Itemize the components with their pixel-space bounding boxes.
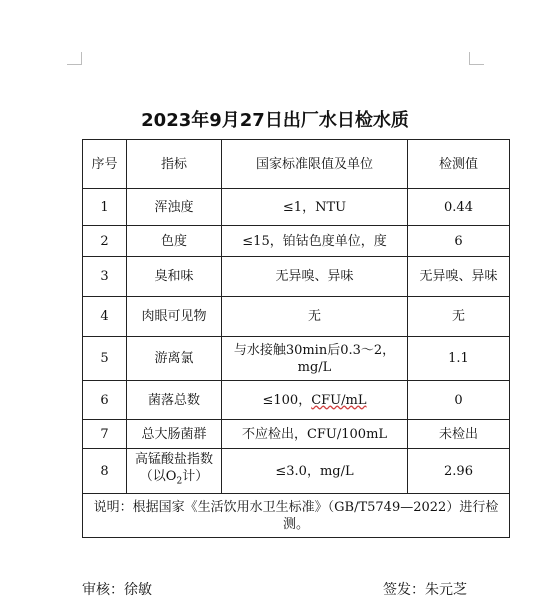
- crop-mark-left: [67, 52, 82, 65]
- table-row: [83, 449, 510, 494]
- cell-no: 3: [83, 257, 127, 297]
- cell-value: 2.96: [408, 449, 510, 494]
- cell-no: 5: [83, 337, 127, 381]
- crop-mark-right: [469, 52, 484, 65]
- limit-unit: CFU/mL: [311, 392, 367, 408]
- cell-limit: 无异嗅、异味: [222, 257, 408, 297]
- cell-no: 8: [83, 449, 127, 494]
- cell-limit: [222, 337, 408, 381]
- table-row: [83, 337, 510, 381]
- cell-no: 6: [83, 381, 127, 420]
- item-line-2-pre: （以O: [139, 469, 177, 485]
- cell-item: 肉眼可见物: [127, 297, 222, 337]
- cell-limit: ≤3.0，mg/L: [222, 449, 408, 494]
- table-row: [83, 189, 510, 226]
- limit-line-1: 与水接触30min后0.3～2，: [233, 342, 396, 358]
- cell-limit: 不应检出，CFU/100mL: [222, 420, 408, 449]
- note-row: [83, 494, 510, 538]
- issuer-signature: 签发：朱元芝: [383, 582, 467, 598]
- header-item: 指标: [127, 140, 222, 189]
- cell-value: 无异嗅、异味: [408, 257, 510, 297]
- item-line-1: 高锰酸盐指数: [134, 452, 213, 468]
- water-quality-table: [82, 139, 510, 538]
- cell-item: 游离氯: [127, 337, 222, 381]
- cell-item: 总大肠菌群: [127, 420, 222, 449]
- cell-limit: ≤15，铂钴色度单位，度: [222, 226, 408, 257]
- table-row: [83, 257, 510, 297]
- cell-limit: ≤1，NTU: [222, 189, 408, 226]
- limit-line-2: mg/L: [297, 359, 332, 375]
- table-header-row: [83, 140, 510, 189]
- cell-value: 6: [408, 226, 510, 257]
- cell-item: 臭和味: [127, 257, 222, 297]
- cell-item: 菌落总数: [127, 381, 222, 420]
- cell-limit: 无: [222, 297, 408, 337]
- cell-limit: [222, 381, 408, 420]
- table-row: [83, 226, 510, 257]
- cell-item: 浑浊度: [127, 189, 222, 226]
- limit-prefix: ≤100，: [262, 392, 312, 408]
- table-row: [83, 420, 510, 449]
- table-row: [83, 381, 510, 420]
- cell-value: 1.1: [408, 337, 510, 381]
- cell-no: 2: [83, 226, 127, 257]
- document-title: 2023年9月27日出厂水日检水质: [141, 110, 409, 131]
- cell-value: 未检出: [408, 420, 510, 449]
- header-value: 检测值: [408, 140, 510, 189]
- item-subscript: 2: [176, 476, 183, 487]
- cell-no: 4: [83, 297, 127, 337]
- cell-no: 7: [83, 420, 127, 449]
- cell-no: 1: [83, 189, 127, 226]
- header-limit: 国家标准限值及单位: [222, 140, 408, 189]
- cell-item: 色度: [127, 226, 222, 257]
- header-no: 序号: [83, 140, 127, 189]
- reviewer-signature: 审核：徐敏: [82, 582, 152, 598]
- item-line-2-post: 计）: [182, 469, 209, 485]
- note-text: 说明：根据国家《生活饮用水卫生标准》（GB/T5749—2022）进行检测。: [83, 494, 510, 538]
- cell-value: 无: [408, 297, 510, 337]
- cell-value: 0.44: [408, 189, 510, 226]
- cell-item: [127, 449, 222, 494]
- cell-value: 0: [408, 381, 510, 420]
- table-row: [83, 297, 510, 337]
